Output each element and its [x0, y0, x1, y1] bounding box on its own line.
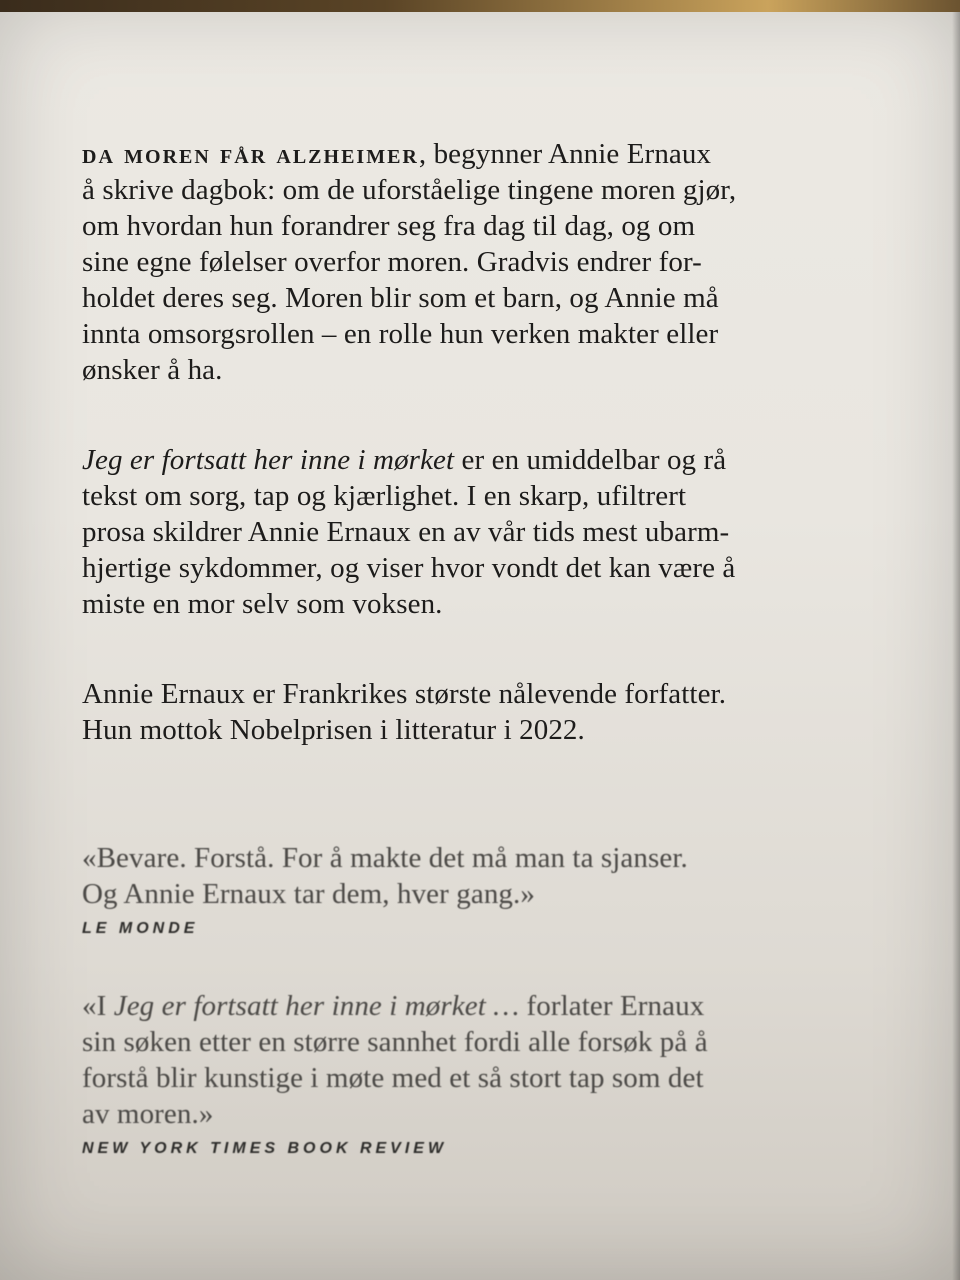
book-line-rest: er en umiddelbar og rå	[454, 444, 727, 476]
intro-line: om hvordan hun forandrer seg fra dag til dag, og om	[82, 210, 696, 242]
quote-line-rest: forlater Ernaux	[519, 990, 705, 1022]
book-line: tekst om sorg, tap og kjærlighet. I en skarp, ufiltrert	[82, 480, 687, 512]
book-line	[82, 442, 812, 478]
quote-line: sin søken etter en større sannhet fordi alle forsøk på å	[82, 1026, 708, 1058]
book-top-edge	[0, 0, 960, 12]
quote-line: «Bevare. Forstå. For å makte det må man ta sjanser.	[82, 842, 688, 874]
quote-source: NEW YORK TIMES BOOK REVIEW	[82, 1140, 448, 1157]
intro-line-rest: , begynner Annie Ernaux	[418, 138, 712, 170]
quote-line: forstå blir kunstige i møte med et så stort tap som det	[82, 1062, 704, 1094]
author-line: Annie Ernaux er Frankrikes største nålevende forfatter.	[82, 678, 727, 710]
quote-book-title: Jeg er fortsatt her inne i mørket …	[113, 990, 520, 1022]
quote-source: LE MONDE	[82, 920, 199, 937]
book-line: prosa skildrer Annie Ernaux en av vår tids mest ubarm-	[82, 516, 730, 548]
book-line: hjertige sykdommer, og viser hvor vondt det kan være å	[82, 552, 736, 584]
intro-paragraph	[82, 136, 812, 388]
book-paragraph	[82, 442, 812, 622]
intro-line: innta omsorgsrollen – en rolle hun verken makter eller	[82, 318, 719, 350]
intro-line: holdet deres seg. Moren blir som et barn, og Annie må	[82, 282, 719, 314]
quote-open: «I	[82, 990, 114, 1022]
intro-lead-caps: da moren får alzheimer	[82, 138, 419, 170]
author-line: Hun mottok Nobelprisen i litteratur i 2022.	[82, 714, 585, 746]
intro-line: sine egne følelser overfor moren. Gradvis endrer for-	[82, 246, 702, 278]
quote-line: Og Annie Ernaux tar dem, hver gang.»	[82, 878, 535, 910]
intro-line	[82, 136, 812, 172]
book-title: Jeg er fortsatt her inne i mørket	[82, 444, 455, 476]
intro-line: ønsker å ha.	[82, 354, 223, 386]
book-line: miste en mor selv som voksen.	[82, 588, 443, 620]
quote-line: av moren.»	[82, 1098, 214, 1130]
intro-line: å skrive dagbok: om de uforståelige tingene moren gjør,	[82, 174, 737, 206]
quote-line	[82, 988, 812, 1024]
author-paragraph	[82, 676, 812, 748]
review-quote-le-monde	[82, 840, 812, 940]
review-quote-nytbr	[82, 988, 812, 1160]
